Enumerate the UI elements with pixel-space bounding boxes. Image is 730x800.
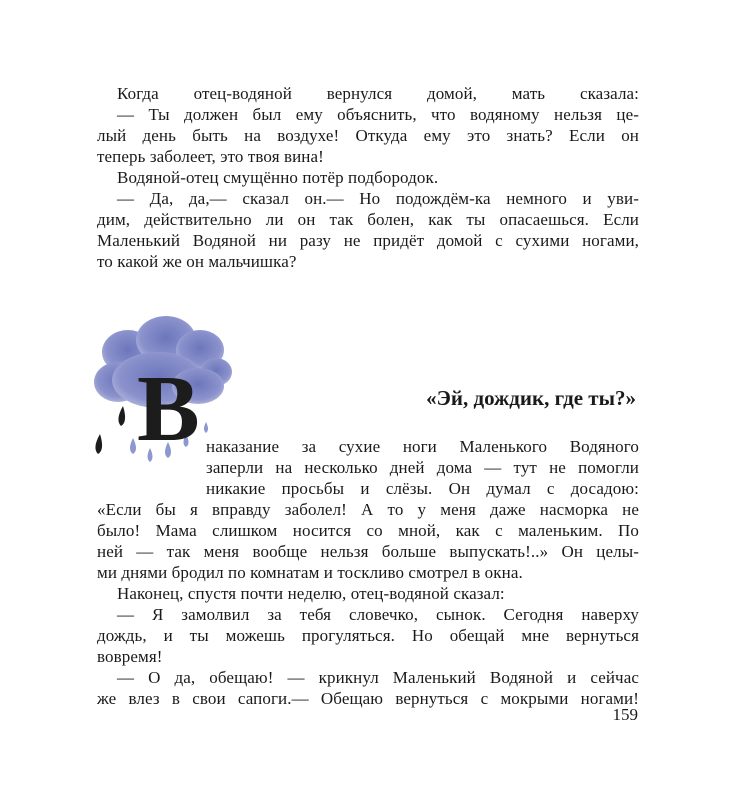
text-line: никакие просьбы и слёзы. Он думал с досадою: [206,479,639,498]
text-line: ней — так меня вообще нельзя больше выпускать!..» Он целы- [97,542,639,561]
text-line: — О да, обещаю! — крикнул Маленький Водяной и сейчас [117,668,639,687]
text-line: заперли на несколько дней дома — тут не помогли [206,458,639,477]
text-line: «Если бы я вправду заболел! А то у меня даже насморка не [97,500,639,519]
text-line: дим, действительно ли он так болен, как ты опасаешься. Если [97,210,639,229]
text-line: было! Мама слишком носится со мной, как с маленьким. По [97,521,639,540]
text-line: же влез в свои сапоги.— Обещаю вернуться с мокрыми ногами! [97,689,639,708]
text-line: теперь заболеет, это твоя вина! [97,147,324,166]
text-line: вовремя! [97,647,163,666]
text-line: Водяной-отец смущённо потёр подбородок. [117,168,439,187]
page-number: 159 [612,705,638,724]
text-line: — Да, да,— сказал он.— Но подождём-ка немного и уви- [117,189,639,208]
chapter-title: «Эй, дождик, где ты?» [426,386,636,410]
text-line: ми днями бродил по комнатам и тоскливо смотрел в окна. [97,563,523,582]
text-line: — Ты должен был ему объяснить, что водяному нельзя це- [117,105,639,124]
text-line: Наконец, спустя почти неделю, отец-водяной сказал: [117,584,505,603]
text-line: Маленький Водяной ни разу не придёт домой с сухими ногами, [97,231,639,250]
text-line: наказание за сухие ноги Маленького Водяного [206,437,639,456]
text-line: дождь, и ты можешь прогуляться. Но обещай мне вернуться [97,626,639,645]
drop-cap-letter: В [137,357,200,461]
text-line: то какой же он мальчишка? [97,252,297,271]
text-line: лый день быть на воздухе! Откуда ему это знать? Если он [97,126,639,145]
text-line: Когда отец-водяной вернулся домой, мать сказала: [117,84,639,103]
text-line: — Я замолвил за тебя словечко, сынок. Сегодня наверху [117,605,639,624]
